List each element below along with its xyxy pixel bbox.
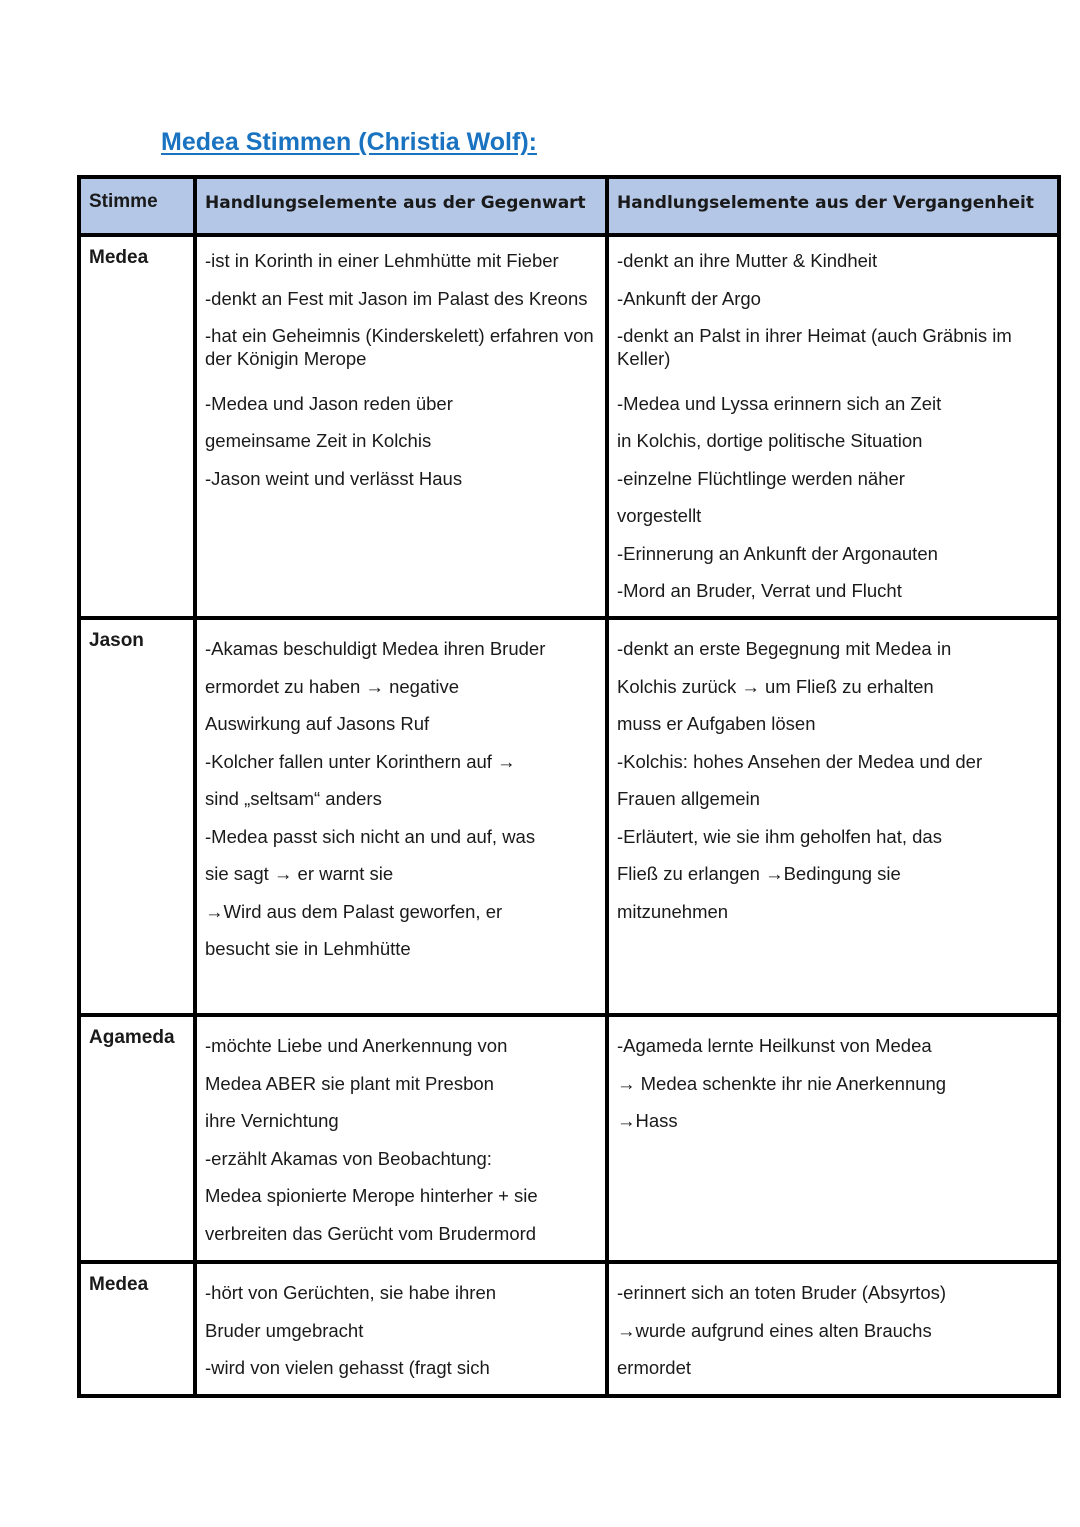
list-item: -ist in Korinth in einer Lehmhütte mit Fieber (205, 250, 559, 271)
list-item: ihre Vernichtung (205, 1110, 339, 1131)
list-item: Kolchis zurück → um Fließ zu erhalten (617, 675, 934, 697)
present-cell (195, 1262, 607, 1396)
table-row (79, 1262, 1059, 1396)
list-item: gemeinsame Zeit in Kolchis (205, 430, 432, 451)
list-item: -hat ein Geheimnis (Kinderskelett) erfahren von der Königin Merope (205, 325, 594, 369)
list-item: Auswirkung auf Jasons Ruf (205, 713, 430, 734)
list-item: →wurde aufgrund eines alten Brauchs (617, 1319, 932, 1341)
list-item: -Jason weint und verlässt Haus (205, 467, 463, 489)
voices-table (77, 175, 1061, 1398)
present-cell (195, 618, 607, 1015)
list-item: -Kolchis: hohes Ansehen der Medea und der (617, 750, 983, 772)
list-item: -möchte Liebe und Anerkennung von (205, 1035, 508, 1056)
list-item: -Akamas beschuldigt Medea ihren Bruder (205, 638, 546, 659)
list-item: -erzählt Akamas von Beobachtung: (205, 1147, 492, 1169)
list-item: →Wird aus dem Palast geworfen, er (205, 900, 503, 922)
list-item: -Medea und Lyssa erinnern sich an Zeit (617, 392, 942, 414)
list-item: ermordet zu haben → negative (205, 675, 460, 697)
list-item: mitzunehmen (617, 900, 729, 922)
table-header-row (79, 177, 1059, 235)
past-cell (607, 618, 1059, 1015)
table-row (79, 618, 1059, 1015)
table-row (79, 1015, 1059, 1262)
list-item: Medea spionierte Merope hinterher + sie (205, 1185, 538, 1206)
list-item: -Kolcher fallen unter Korinthern auf → (205, 750, 516, 772)
header-gegenwart: Handlungselemente aus der Gegenwart (195, 177, 607, 235)
list-item: sie sagt → er warnt sie (205, 863, 394, 884)
list-item: besucht sie in Lehmhütte (205, 938, 411, 959)
list-item: sind „seltsam“ anders (205, 788, 382, 809)
past-cell (607, 235, 1059, 618)
list-item: vorgestellt (617, 505, 702, 526)
list-item: →Hass (617, 1110, 678, 1131)
past-cell (607, 1015, 1059, 1262)
list-item: -Medea und Jason reden über (205, 392, 453, 414)
voice-name: Agameda (79, 1015, 195, 1262)
list-item: ermordet (617, 1357, 692, 1378)
table-row (79, 235, 1059, 618)
list-item: muss er Aufgaben lösen (617, 713, 816, 734)
voice-name: Medea (79, 235, 195, 618)
header-stimme: Stimme (79, 177, 195, 235)
voice-name: Medea (79, 1262, 195, 1396)
page-title: Medea Stimmen (Christia Wolf): (161, 128, 537, 156)
list-item: Bruder umgebracht (205, 1319, 364, 1341)
voice-name: Jason (79, 618, 195, 1015)
past-cell (607, 1262, 1059, 1396)
list-item: Medea ABER sie plant mit Presbon (205, 1072, 494, 1094)
list-item: -Erläutert, wie sie ihm geholfen hat, das (617, 825, 942, 847)
list-item: -Medea passt sich nicht an und auf, was (205, 825, 536, 847)
list-item: -denkt an Fest mit Jason im Palast des Kreons (205, 287, 588, 309)
list-item: in Kolchis, dortige politische Situation (617, 430, 923, 451)
present-cell (195, 235, 607, 618)
header-vergangenheit: Handlungselemente aus der Vergangenheit (607, 177, 1059, 235)
list-item: -einzelne Flüchtlinge werden näher (617, 467, 905, 489)
list-item: -denkt an ihre Mutter & Kindheit (617, 250, 878, 271)
list-item: -denkt an Palst in ihrer Heimat (auch Gräbnis im Keller) (617, 325, 1012, 369)
list-item: -Mord an Bruder, Verrat und Flucht (617, 580, 902, 601)
present-cell (195, 1015, 607, 1262)
list-item: -Ankunft der Argo (617, 287, 761, 309)
list-item: verbreiten das Gerücht vom Brudermord (205, 1222, 537, 1244)
list-item: -wird von vielen gehasst (fragt sich (205, 1357, 490, 1378)
list-item: Frauen allgemein (617, 788, 760, 809)
list-item: → Medea schenkte ihr nie Anerkennung (617, 1072, 947, 1094)
list-item: -denkt an erste Begegnung mit Medea in (617, 638, 952, 659)
list-item: Fließ zu erlangen →Bedingung sie (617, 863, 901, 884)
list-item: -Erinnerung an Ankunft der Argonauten (617, 542, 938, 564)
list-item: -erinnert sich an toten Bruder (Absyrtos) (617, 1282, 947, 1303)
list-item: -hört von Gerüchten, sie habe ihren (205, 1282, 497, 1303)
list-item: -Agameda lernte Heilkunst von Medea (617, 1035, 932, 1056)
